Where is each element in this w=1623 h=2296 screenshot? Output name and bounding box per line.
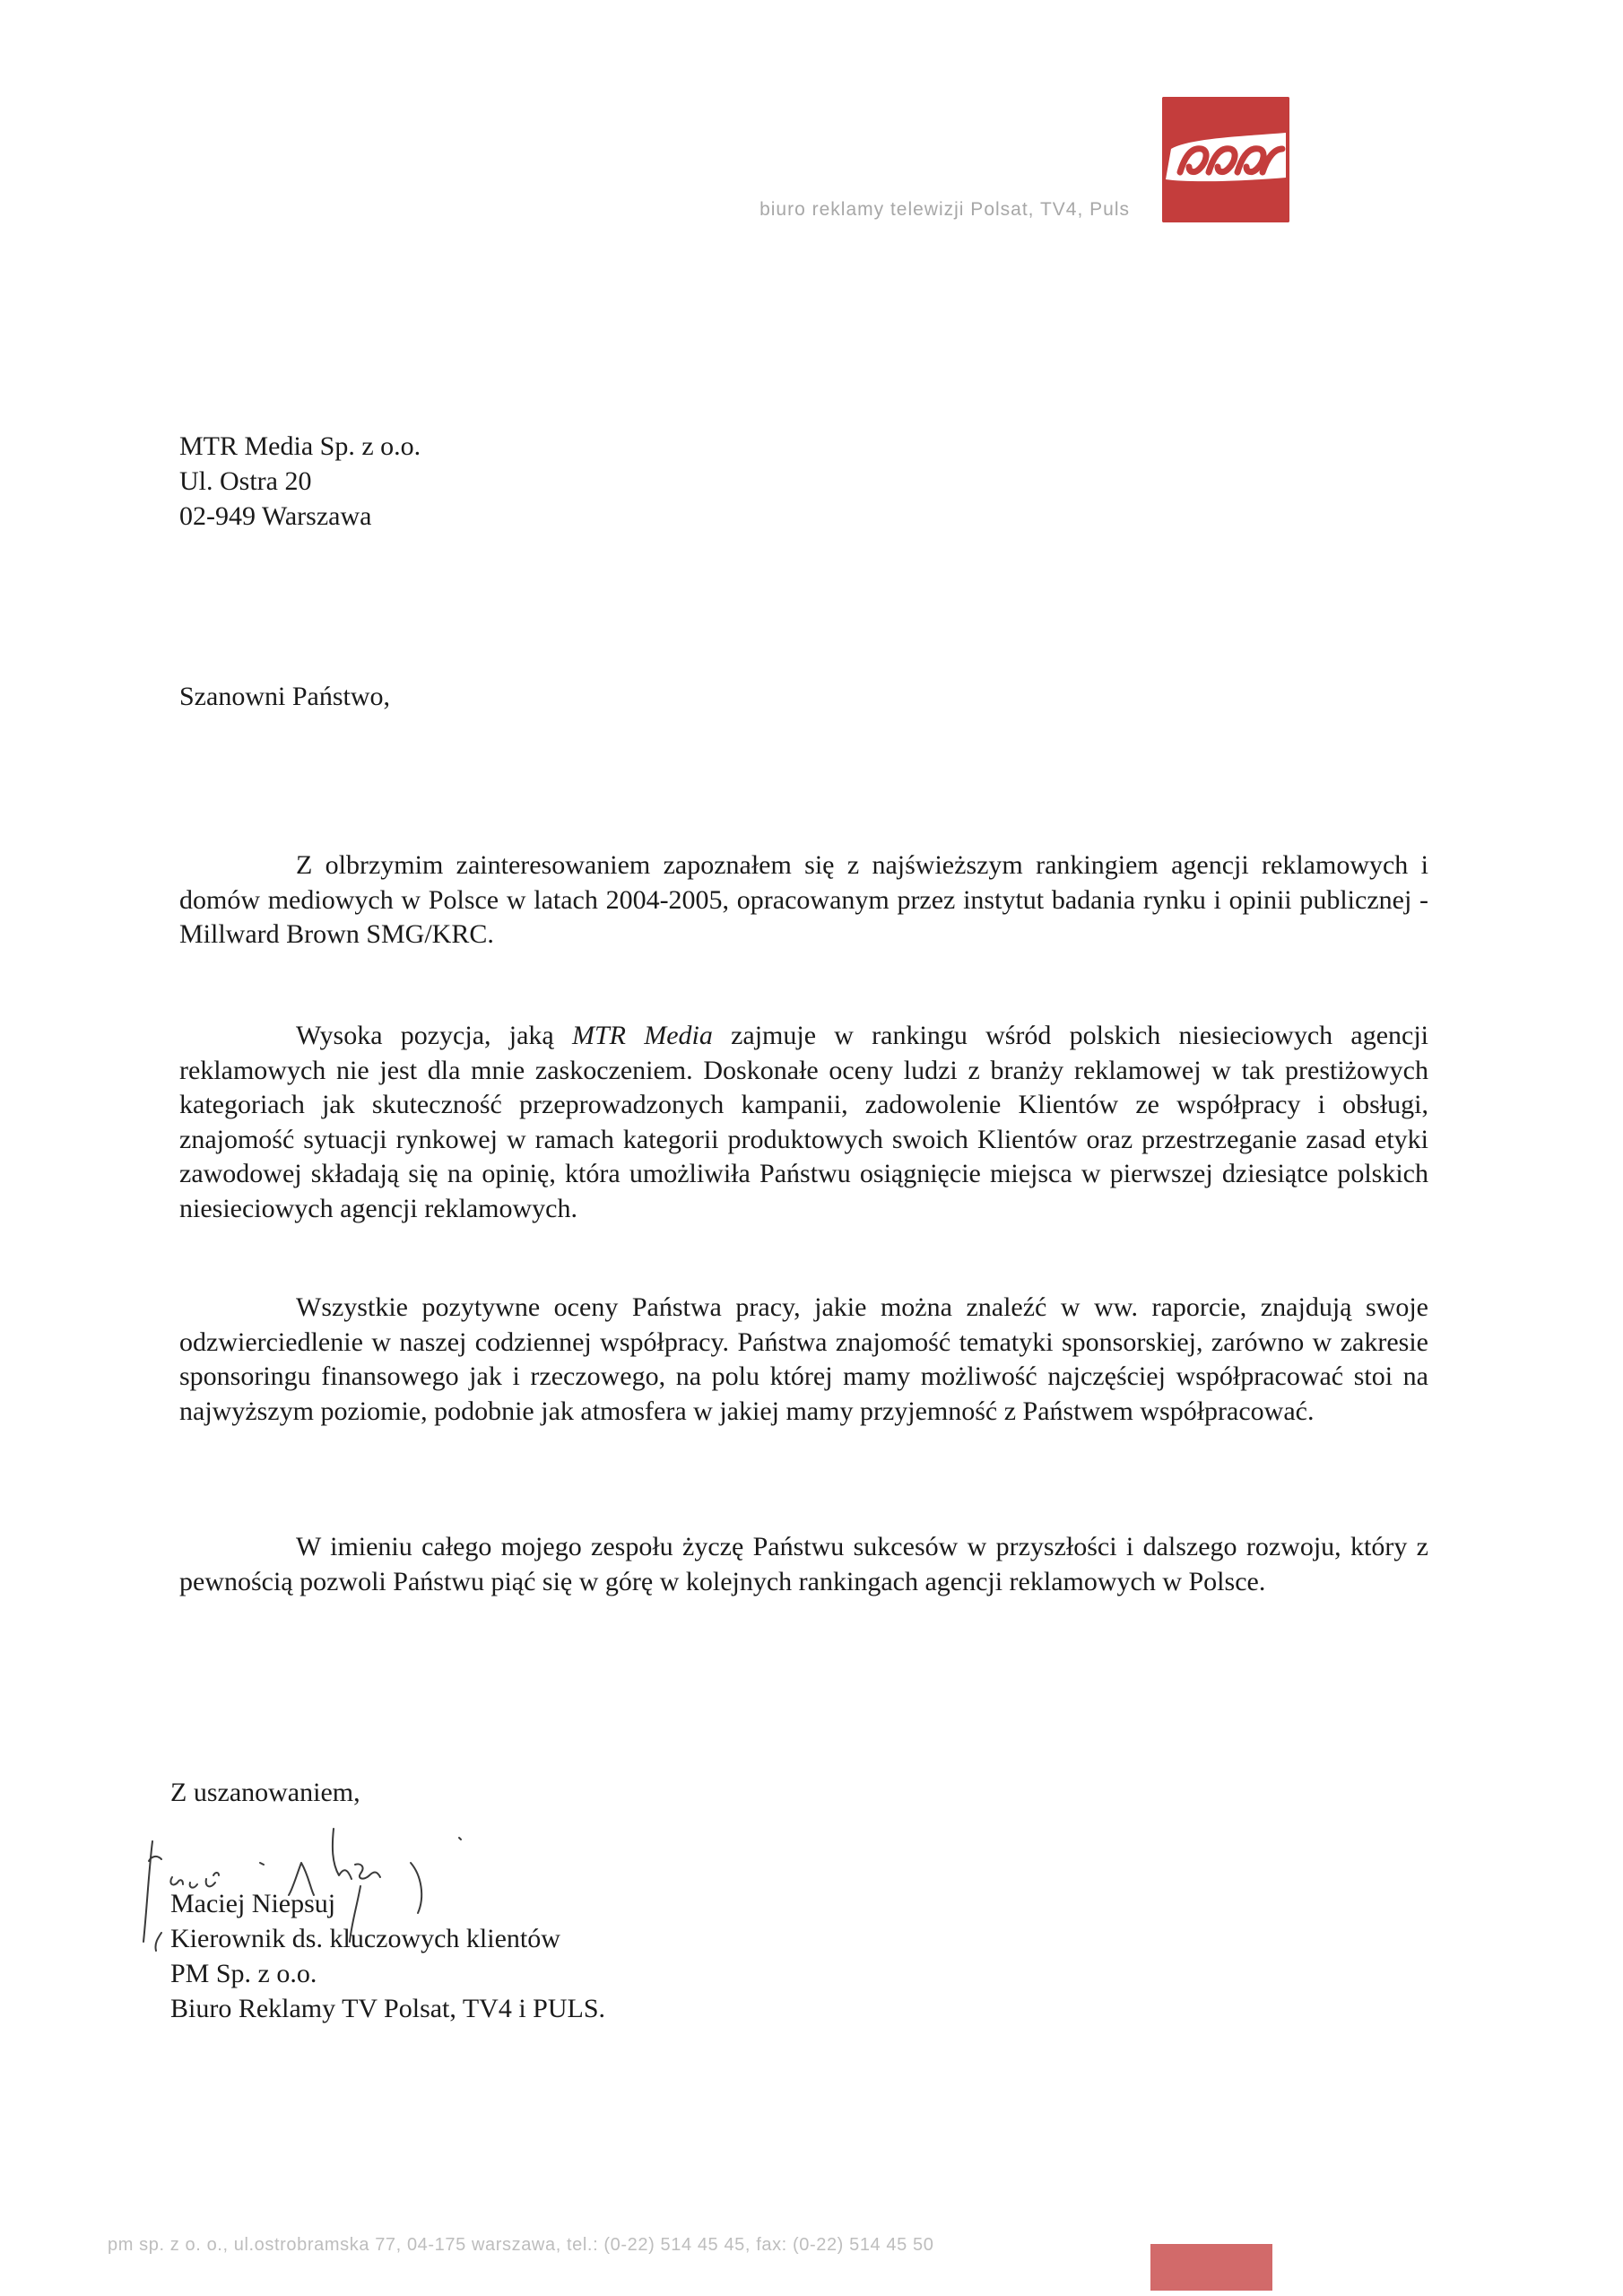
agency-name-italic: MTR Media (571, 1021, 713, 1050)
paragraph-2-rest: zajmuje w rankingu wśród polskich niesieciowych agencji reklamowych nie jest dla mnie zaskoczeniem. Doskonałe oceny ludzi z branży reklamowej w tak prestiżowych kategoriach jak skuteczność przeprowadzonych kampanii, zadowolenie Klientów ze współpracy i obsługi, znajomość sytuacji rynkowej w ramach kategorii produktowych swoich Klientów oraz przestrzeganie zasad etyki zawodowej składają się na opinię, która umożliwiła Państwu osiągnięcie miejsca w pierwszej dziesiątce polskich niesieciowych agencji reklamowych. (179, 1021, 1428, 1223)
recipient-address (179, 429, 421, 534)
salutation: Szanowni Państwo, (179, 682, 390, 711)
paragraph-2-start: Wysoka pozycja, jaką (296, 1021, 572, 1050)
closing-phrase: Z uszanowaniem, (170, 1778, 360, 1807)
body-paragraph-4: W imieniu całego mojego zespołu życzę Państwu sukcesów w przyszłości i dalszego rozwoju, który z pewnością pozwoli Państwu piąć się w górę w kolejnych rankingach agencji reklamowych w Polsce. (179, 1532, 1428, 1596)
body-paragraph-1: Z olbrzymim zainteresowaniem zapoznałem się z najświeższym rankingiem agencji reklamowych i domów mediowych w Polsce w latach 2004-2005, opracowanym przez instytut badania rynku i opinii publicznej - Millward Brown SMG/KRC. (179, 850, 1428, 949)
company-logo (1162, 97, 1289, 222)
logo-mark (1162, 97, 1289, 222)
header-tagline: biuro reklamy telewizji Polsat, TV4, Puls (759, 199, 1130, 220)
body-paragraph-2 (179, 1019, 1428, 1226)
signer-department: Biuro Reklamy TV Polsat, TV4 i PULS. (170, 1994, 606, 2023)
recipient-street: Ul. Ostra 20 (179, 466, 312, 496)
footer-color-block (1150, 2244, 1272, 2291)
signer-name: Maciej Niepsuj (170, 1889, 336, 1918)
signer-block (170, 1886, 605, 2026)
signer-company: PM Sp. z o.o. (170, 1959, 317, 1988)
body-paragraph-3: Wszystkie pozytywne oceny Państwa pracy, jakie można znaleźć w ww. raporcie, znajdują swoje odzwierciedlenie w naszej codziennej współpracy. Państwa znajomość tematyki sponsorskiej, zarówno w zakresie sponsoringu finansowego jak i rzeczowego, na polu której mamy możliwość najczęściej współpracować stoi na najwyższym poziomie, podobnie jak atmosfera w jakiej mamy przyjemność z Państwem współpracować. (179, 1292, 1428, 1426)
recipient-city: 02-949 Warszawa (179, 501, 372, 531)
footer-contact: pm sp. z o. o., ul.ostrobramska 77, 04-175 warszawa, tel.: (0-22) 514 45 45, fax: (0-22) 514 45 50 (108, 2235, 934, 2255)
signer-title: Kierownik ds. kluczowych klientów (170, 1924, 560, 1953)
recipient-company: MTR Media Sp. z o.o. (179, 431, 421, 461)
